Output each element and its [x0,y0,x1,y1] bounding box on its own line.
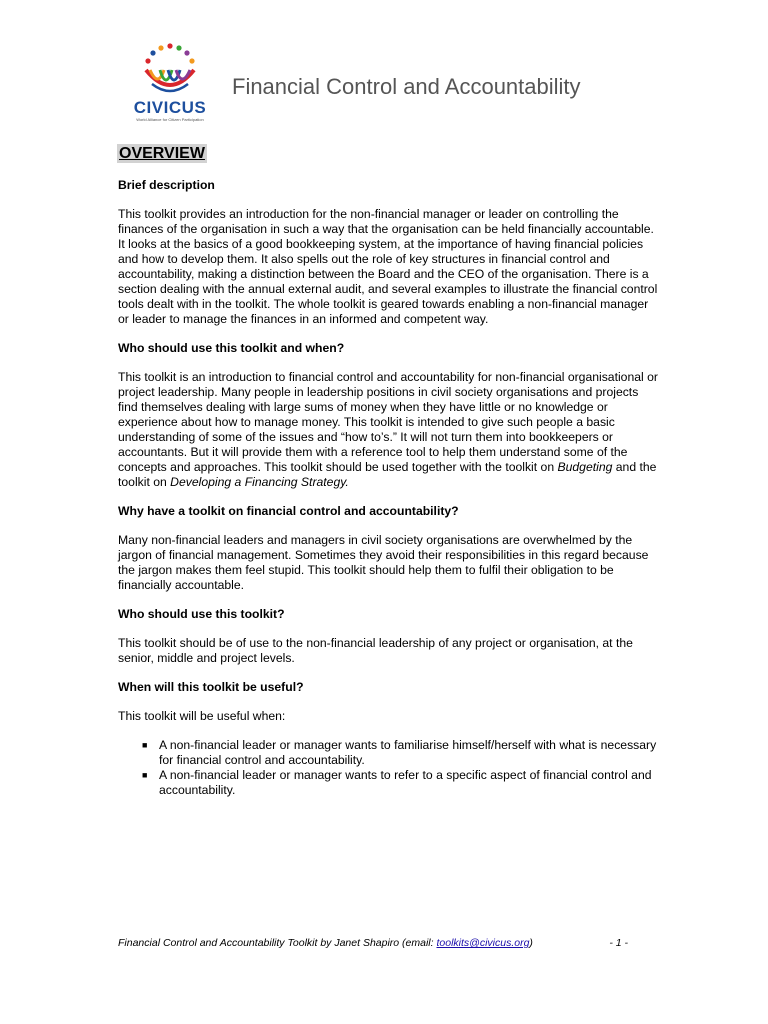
paragraph-when: This toolkit will be useful when: [118,709,286,723]
paragraph-text: This toolkit is an introduction to financial control and accountability for non-financial organisational or project leadership. Many people in leadership positions in civil society organisations and projects find themselves dealing with large sums of money when they have little or no knowledge or experience about how to manage money. This toolkit is intended to give such people a basic understanding of some of the issues and “how to’s.” It will not turn them into bookkeepers or accountants. But it will provide them with a reference tool to help them understand some of the concepts and approaches. This toolkit should be used together with the toolkit on [118,370,658,474]
square-bullet-icon: ■ [142,740,148,750]
heading-brief-description: Brief description [118,178,215,192]
logo-tagline: World Alliance for Citizen Participation [136,117,204,122]
people-circle-logo-icon [130,40,210,100]
heading-why: Why have a toolkit on financial control and accountability? [118,504,459,518]
footer-text: Financial Control and Accountability Toolkit by Janet Shapiro (email: [118,937,437,949]
paragraph-who-and-when [118,370,658,490]
footer-text-end: ) [529,937,533,949]
document-title: Financial Control and Accountability [232,74,581,99]
paragraph-text: and the toolkit on [118,460,657,489]
square-bullet-icon: ■ [142,770,148,780]
page-footer [118,937,628,949]
footer-email-link[interactable]: toolkits@civicus.org [436,937,530,949]
paragraph-who: This toolkit should be of use to the non-financial leadership of any project or organisation, at the senior, middle and project levels. [118,636,633,665]
list-item-text: A non-financial leader or manager wants to refer to a specific aspect of financial control and accountability. [159,768,652,797]
paragraph-why: Many non-financial leaders and managers in civil society organisations are overwhelmed by the jargon of financial management. Sometimes they avoid their responsibilities in this regard because the jargon makes them feel stupid. This toolkit should help them to fulfil their obligation to be financially accountable. [118,533,649,592]
document-body [118,178,658,798]
italic-budgeting: Budgeting [557,460,613,474]
heading-who: Who should use this toolkit? [118,607,285,621]
page-number: - 1 - [609,937,628,949]
heading-when: When will this toolkit be useful? [118,680,304,694]
paragraph-brief-description: This toolkit provides an introduction for the non-financial manager or leader on controlling the finances of the organisation in such a way that the organisation can be held financially accountable. It looks at the basics of a good bookkeeping system, at the importance of having financial policies and how to develop them. It also spells out the role of key structures in financial control and accountability, making a distinction between the Board and the CEO of the organisation. There is a section dealing with the annual external audit, and several examples to illustrate the financial control tools dealt with in the toolkit. The whole toolkit is geared towards enabling a non-financial manager or leader to manage the finances in an informed and competent way. [118,207,658,326]
list-item-text: A non-financial leader or manager wants to familiarise himself/herself with what is necessary for financial control and accountability. [159,738,657,767]
logo-wordmark: CIVICUS [133,98,207,117]
section-heading-overview: OVERVIEW [119,145,205,162]
civicus-logo [130,40,210,126]
list-item [118,768,658,798]
heading-who-and-when: Who should use this toolkit and when? [118,341,345,355]
italic-financing-strategy: Developing a Financing Strategy. [170,475,349,489]
list-item [118,738,658,768]
bullet-list [118,738,658,798]
